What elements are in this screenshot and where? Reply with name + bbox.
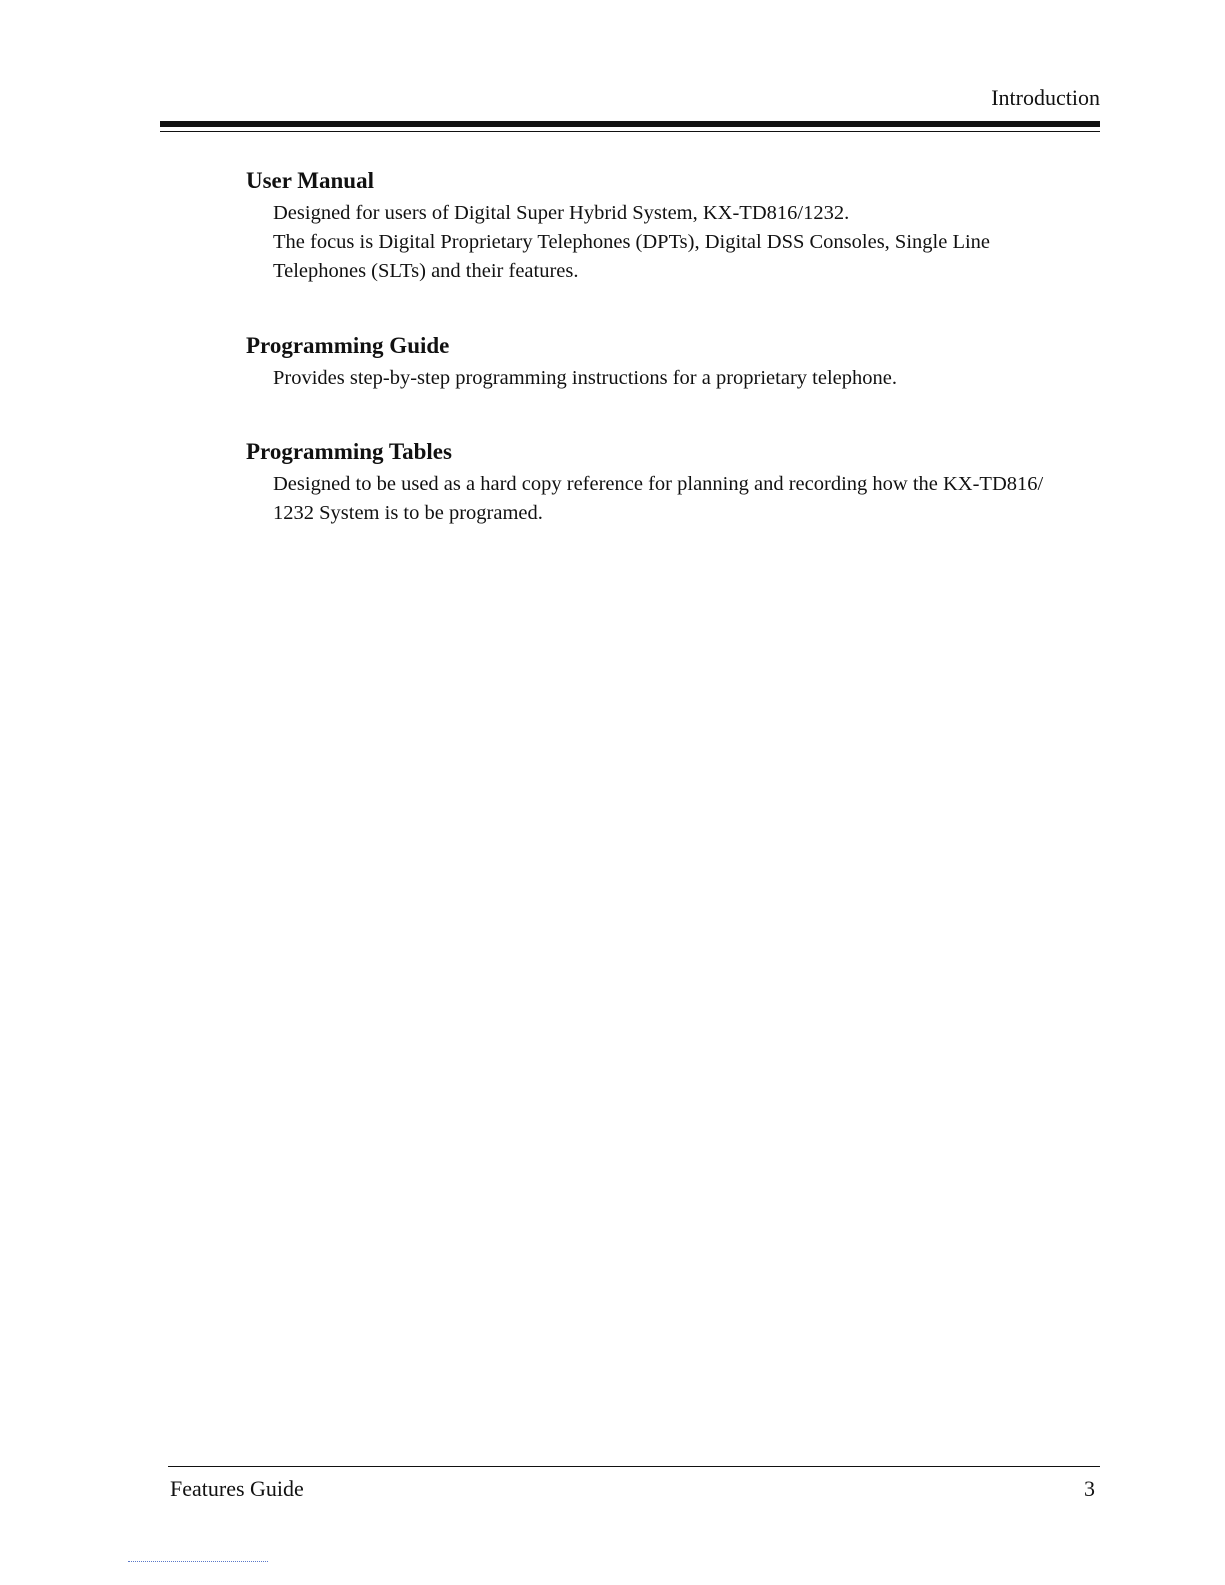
body-line: 1232 System is to be programed. (273, 502, 543, 524)
section-body (273, 364, 1106, 393)
header-rule-thin (160, 131, 1100, 132)
body-line: The focus is Digital Proprietary Telephones (DPTs), Digital DSS Consoles, Single Line (273, 231, 991, 253)
footer-rule (168, 1466, 1100, 1467)
section-programming-tables (246, 437, 1106, 528)
section-user-manual (246, 166, 1106, 286)
body-line: Provides step-by-step programming instructions for a proprietary telephone. (273, 367, 897, 389)
body-line: Designed to be used as a hard copy reference for planning and recording how the KX-TD816/ (273, 473, 1044, 495)
body-line: Telephones (SLTs) and their features. (273, 260, 579, 282)
section-body (273, 470, 1106, 528)
section-body (273, 199, 1106, 286)
section-programming-guide (246, 331, 1106, 393)
main-content (246, 166, 1106, 528)
section-heading: Programming Tables (246, 439, 452, 464)
scan-artifact-line (128, 1561, 268, 1562)
section-heading: Programming Guide (246, 333, 450, 358)
body-line: Designed for users of Digital Super Hybrid System, KX-TD816/1232. (273, 202, 850, 224)
header-rule (160, 121, 1100, 127)
footer-document-title: Features Guide (170, 1476, 304, 1501)
header-section-label: Introduction (991, 85, 1100, 110)
footer-page-number: 3 (1084, 1476, 1095, 1501)
section-heading: User Manual (246, 168, 374, 193)
